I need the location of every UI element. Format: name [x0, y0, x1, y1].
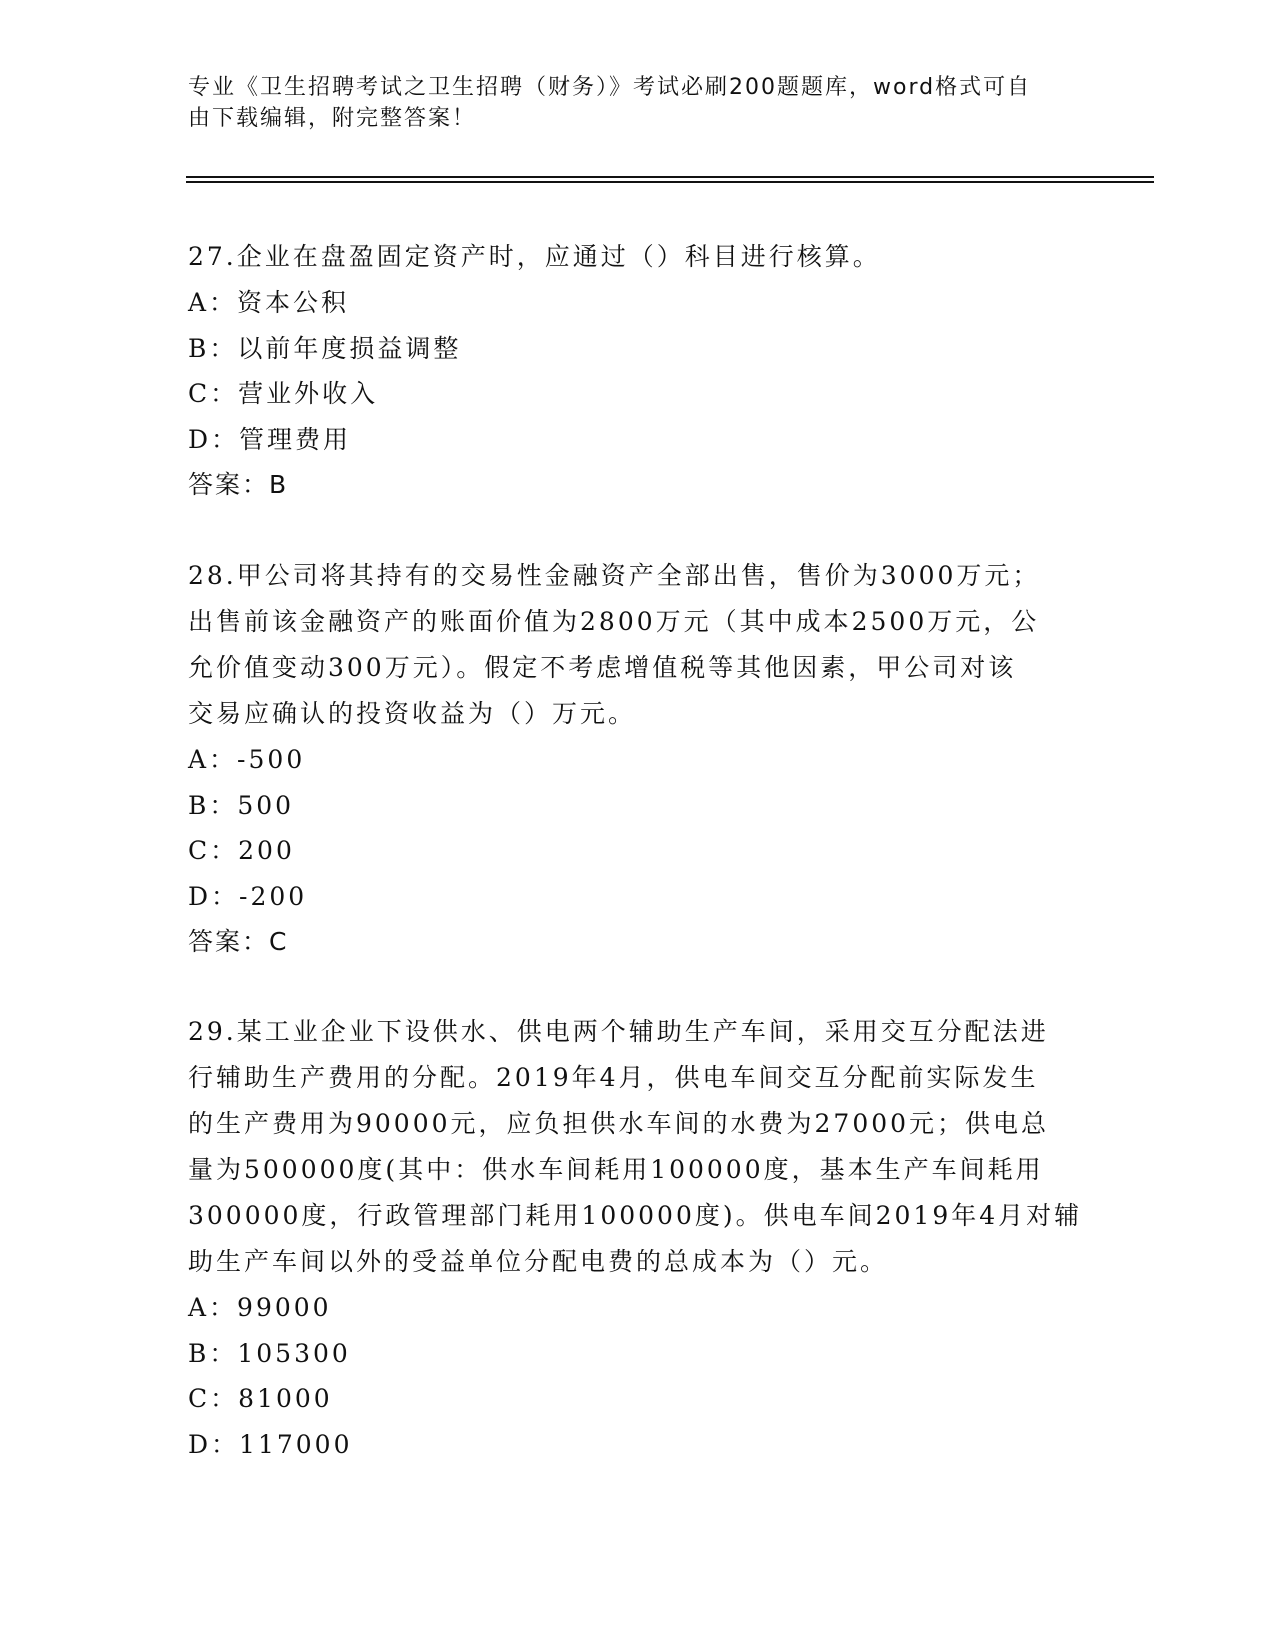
option-a: A：资本公积	[188, 288, 350, 317]
option-b: B：以前年度损益调整	[188, 333, 462, 363]
question-stem: 量为500000度(其中：供水车间耗用100000度，基本生产车间耗用	[188, 1155, 1044, 1184]
question-stem: 27.企业在盘盈固定资产时，应通过（）科目进行核算。	[188, 242, 881, 271]
option-b: B：500	[188, 790, 295, 820]
question-stem: 允价值变动300万元）。假定不考虑增值税等其他因素，甲公司对该	[188, 653, 1017, 682]
question-stem: 29.某工业企业下设供水、供电两个辅助生产车间，采用交互分配法进	[188, 1017, 1049, 1046]
option-c: C：200	[188, 836, 295, 865]
question-stem: 300000度，行政管理部门耗用100000度)。供电车间2019年4月对辅	[188, 1201, 1083, 1230]
header-line: 由下载编辑，附完整答案！	[188, 106, 477, 131]
question-stem: 的生产费用为90000元，应负担供水车间的水费为27000元；供电总	[188, 1109, 1050, 1138]
question-stem: 出售前该金融资产的账面价值为2800万元（其中成本2500万元，公	[188, 607, 1040, 636]
option-c: C：81000	[188, 1384, 333, 1413]
question-stem: 交易应确认的投资收益为（）万元。	[188, 699, 637, 728]
header-divider	[186, 176, 1154, 178]
question-stem: 28.甲公司将其持有的交易性金融资产全部出售，售价为3000万元；	[188, 561, 1041, 590]
header-line: 专业《卫生招聘考试之卫生招聘（财务）》考试必刷200题题库，word格式可自	[188, 75, 1032, 100]
option-d: D：管理费用	[188, 424, 352, 454]
option-b: B：105300	[188, 1338, 351, 1368]
option-c: C：营业外收入	[188, 379, 379, 408]
question-stem: 行辅助生产费用的分配。2019年4月，供电车间交互分配前实际发生	[188, 1063, 1039, 1092]
header-divider	[186, 181, 1154, 183]
question-block	[188, 553, 1088, 965]
question-block	[188, 1009, 1088, 1467]
option-d: D：117000	[188, 1429, 353, 1459]
option-a: A：-500	[188, 745, 306, 774]
option-d: D：-200	[188, 881, 308, 911]
question-stem: 助生产车间以外的受益单位分配电费的总成本为（）元。	[188, 1247, 889, 1276]
option-a: A：99000	[188, 1293, 332, 1322]
answer-line: 答案：C	[188, 927, 289, 956]
document-header	[188, 72, 1088, 134]
answer-line: 答案：B	[188, 470, 289, 499]
question-block	[188, 234, 1088, 508]
